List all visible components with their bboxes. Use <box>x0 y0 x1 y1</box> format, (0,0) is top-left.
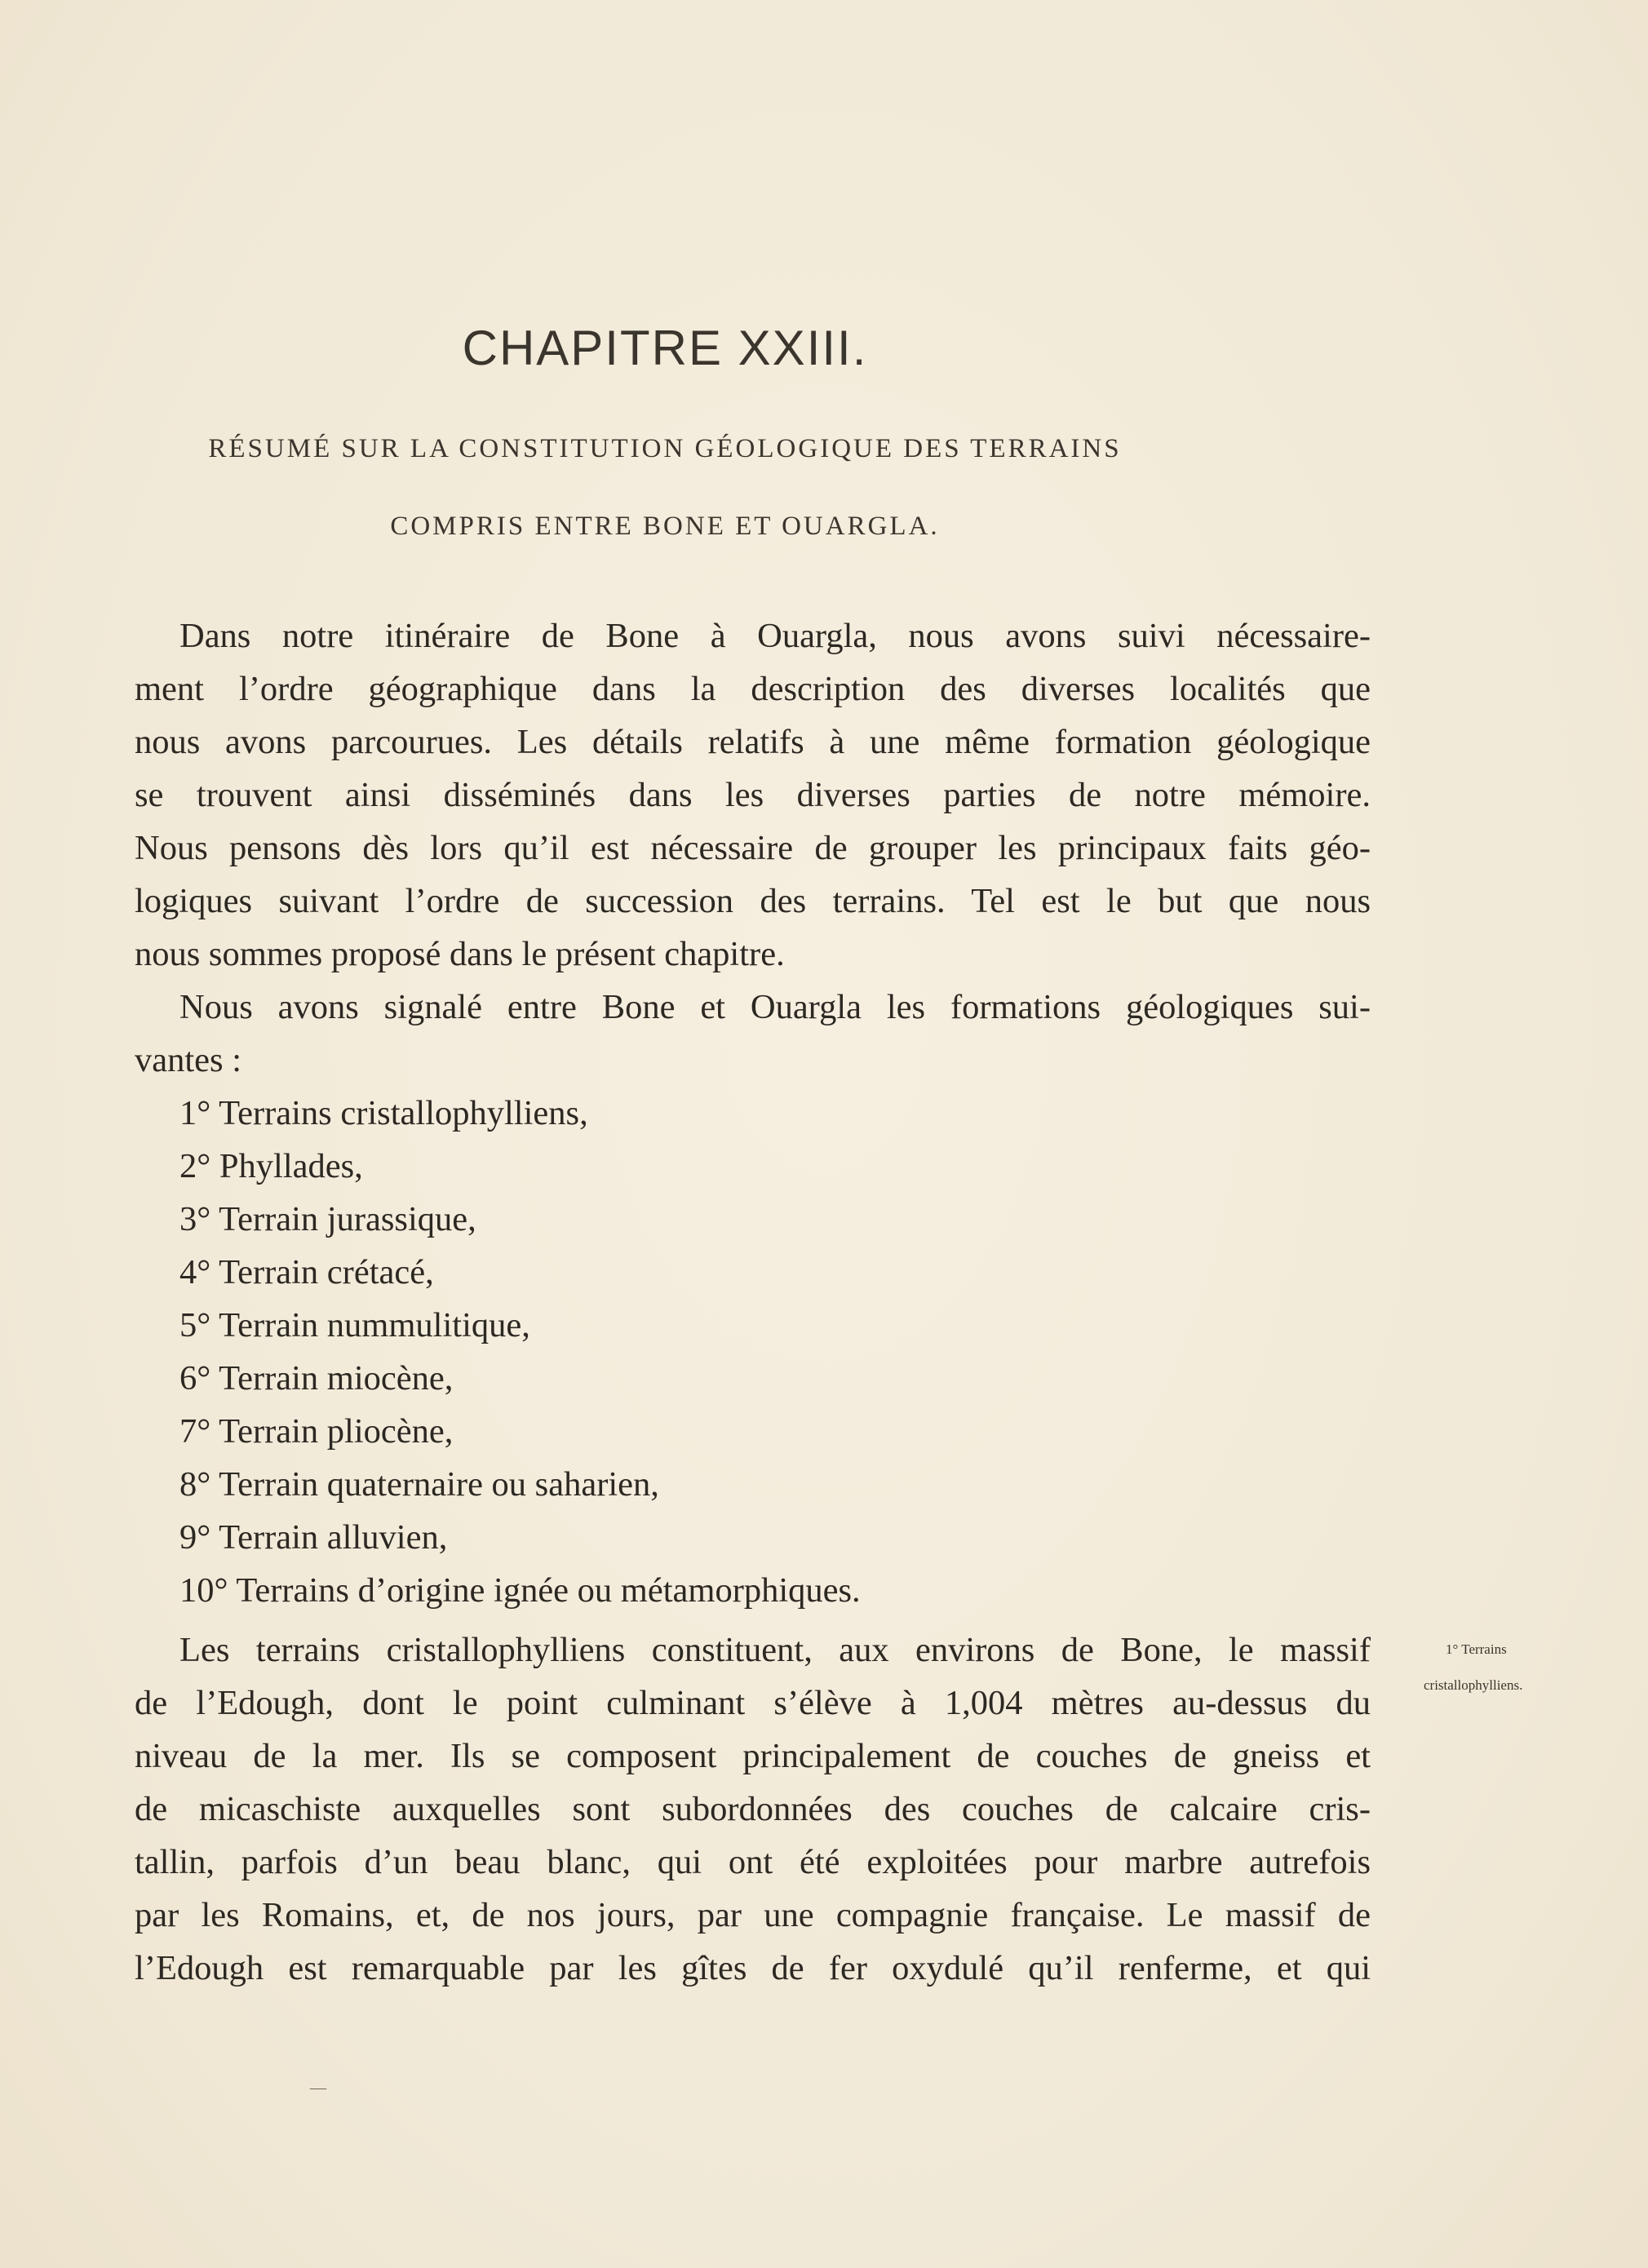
paragraph-line: ment l’ordre géographique dans la description des diverses localités que <box>135 670 1371 708</box>
list-item: 1° Terrains cristallophylliens, <box>179 1094 588 1132</box>
paragraph-line: nous sommes proposé dans le présent chapitre. <box>135 935 785 973</box>
list-item: 5° Terrain nummulitique, <box>179 1306 530 1344</box>
paragraph-line: logiques suivant l’ordre de succession des terrains. Tel est le but que nous <box>135 882 1371 920</box>
list-item: 2° Phyllades, <box>179 1147 363 1185</box>
paragraph-line: Nous avons signalé entre Bone et Ouargla les formations géologiques sui- <box>179 988 1371 1026</box>
paragraph-line: par les Romains, et, de nos jours, par une compagnie française. Le massif de <box>135 1896 1371 1934</box>
list-item: 9° Terrain alluvien, <box>179 1518 448 1557</box>
chapter-title: CHAPITRE XXIII. <box>462 321 868 375</box>
list-item: 6° Terrain miocène, <box>179 1359 454 1398</box>
paragraph-line: vantes : <box>135 1041 242 1079</box>
paragraph-line: nous avons parcourues. Les détails relatifs à une même formation géologique <box>135 723 1371 761</box>
margin-note-line-1: 1° Terrains <box>1446 1641 1507 1657</box>
paragraph-line: tallin, parfois d’un beau blanc, qui ont été exploitées pour marbre autrefois <box>135 1843 1371 1881</box>
paragraph-line: niveau de la mer. Ils se composent principalement de couches de gneiss et <box>135 1737 1371 1775</box>
chapter-subtitle-line-2: COMPRIS ENTRE BONE ET OUARGLA. <box>390 512 940 541</box>
paragraph-line: de l’Edough, dont le point culminant s’élève à 1,004 mètres au-dessus du <box>135 1684 1371 1722</box>
paragraph-line: Les terrains cristallophylliens constituent, aux environs de Bone, le massif <box>179 1631 1371 1669</box>
list-item: 8° Terrain quaternaire ou saharien, <box>179 1465 659 1504</box>
paragraph-line: se trouvent ainsi disséminés dans les diverses parties de notre mémoire. <box>135 776 1371 814</box>
paragraph-line: Nous pensons dès lors qu’il est nécessaire de grouper les principaux faits géo- <box>135 829 1371 867</box>
paragraph-line: l’Edough est remarquable par les gîtes de fer oxydulé qu’il renferme, et qui <box>135 1949 1371 1987</box>
page-mark: — <box>310 2079 326 2097</box>
paragraph-line: de micaschiste auxquelles sont subordonnées des couches de calcaire cris- <box>135 1790 1371 1828</box>
paragraph-line: Dans notre itinéraire de Bone à Ouargla, nous avons suivi nécessaire- <box>179 617 1371 655</box>
list-item: 3° Terrain jurassique, <box>179 1200 476 1238</box>
margin-note-line-2: cristallophylliens. <box>1424 1677 1523 1693</box>
list-item: 7° Terrain pliocène, <box>179 1412 454 1451</box>
chapter-subtitle-line-1: RÉSUMÉ SUR LA CONSTITUTION GÉOLOGIQUE DES TERRAINS <box>208 434 1122 463</box>
list-item: 10° Terrains d’origine ignée ou métamorphiques. <box>179 1571 861 1610</box>
list-item: 4° Terrain crétacé, <box>179 1253 434 1291</box>
